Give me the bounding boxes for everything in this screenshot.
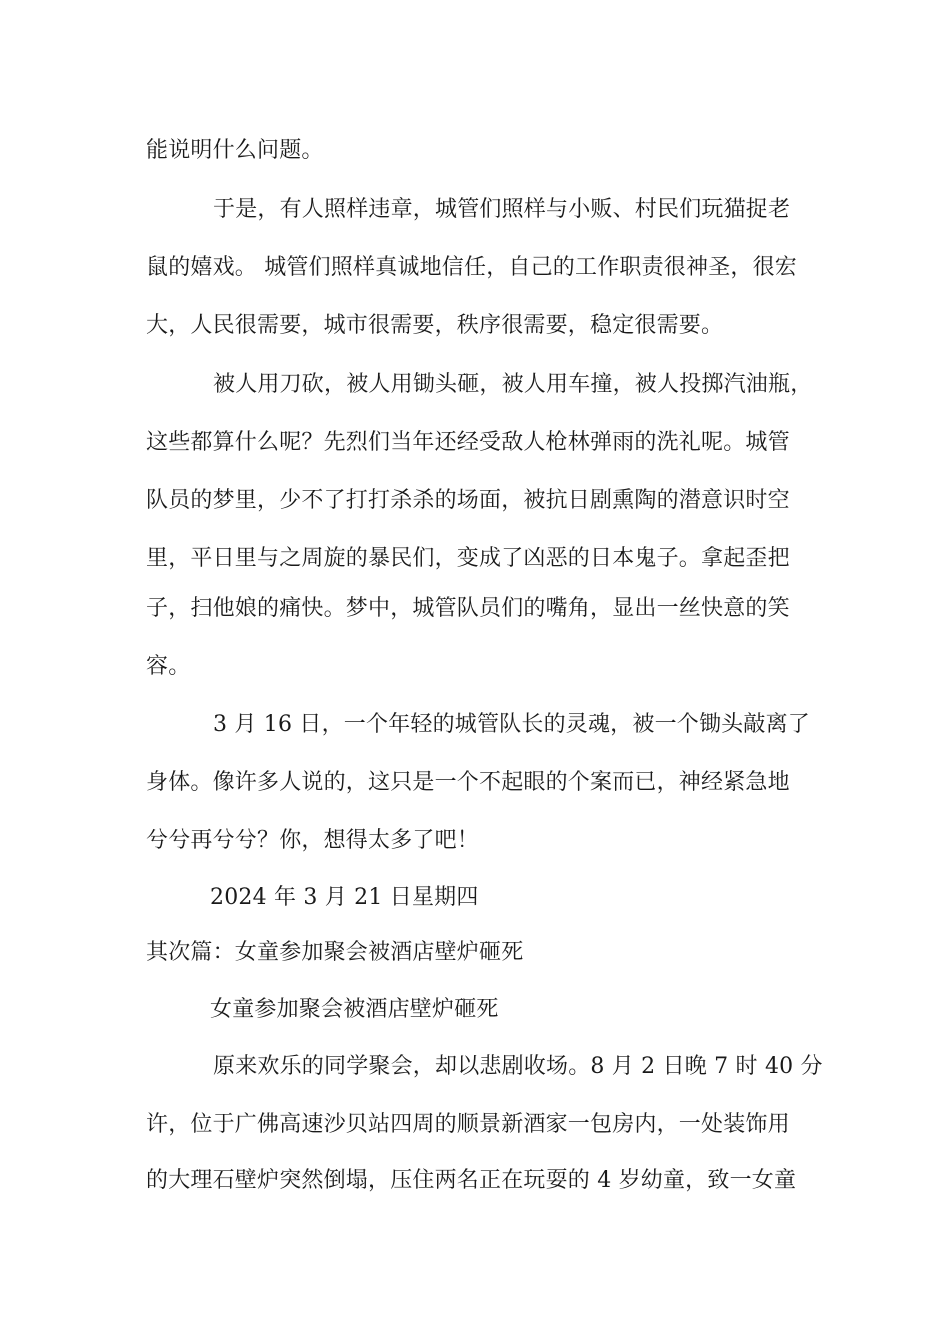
section-heading: 其次篇：女童参加聚会被酒店壁炉砸死 bbox=[146, 940, 524, 965]
paragraph-line: 3 月 16 日，一个年轻的城管队长的灵魂，被一个锄头敲离了 bbox=[213, 712, 810, 737]
paragraph-line: 队员的梦里，少不了打打杀杀的场面，被抗日剧熏陶的潜意识时空 bbox=[146, 488, 790, 513]
paragraph-line: 原来欢乐的同学聚会，却以悲剧收场。8 月 2 日晚 7 时 40 分 bbox=[213, 1054, 823, 1079]
paragraph-line: 被人用刀砍，被人用锄头砸，被人用车撞，被人投掷汽油瓶， bbox=[213, 372, 813, 397]
date-line: 2024 年 3 月 21 日星期四 bbox=[210, 885, 479, 910]
paragraph-line: 能说明什么问题。 bbox=[146, 138, 324, 163]
paragraph-line: 于是，有人照样违章，城管们照样与小贩、村民们玩猫捉老 bbox=[213, 197, 791, 222]
paragraph-line: 鼠的嬉戏。 城管们照样真诚地信任，自己的工作职责很神圣，很宏 bbox=[146, 255, 797, 280]
paragraph-line: 身体。像许多人说的，这只是一个不起眼的个案而已，神经紧急地 bbox=[146, 770, 790, 795]
paragraph-line: 许，位于广佛高速沙贝站四周的顺景新酒家一包房内，一处装饰用 bbox=[146, 1112, 790, 1137]
paragraph-line: 大，人民很需要，城市很需要，秩序很需要，稳定很需要。 bbox=[146, 313, 724, 338]
paragraph-line: 兮兮再兮兮？你，想得太多了吧！ bbox=[146, 828, 480, 853]
paragraph-line: 这些都算什么呢？先烈们当年还经受敌人枪林弹雨的洗礼呢。城管 bbox=[146, 430, 790, 455]
paragraph-line: 容。 bbox=[146, 654, 191, 679]
paragraph-line: 子，扫他娘的痛快。梦中，城管队员们的嘴角，显出一丝快意的笑 bbox=[146, 596, 790, 621]
paragraph-line: 里，平日里与之周旋的暴民们，变成了凶恶的日本鬼子。拿起歪把 bbox=[146, 546, 790, 571]
article-title: 女童参加聚会被酒店壁炉砸死 bbox=[210, 997, 499, 1022]
paragraph-line: 的大理石壁炉突然倒塌，压住两名正在玩耍的 4 岁幼童，致一女童 bbox=[146, 1168, 797, 1193]
